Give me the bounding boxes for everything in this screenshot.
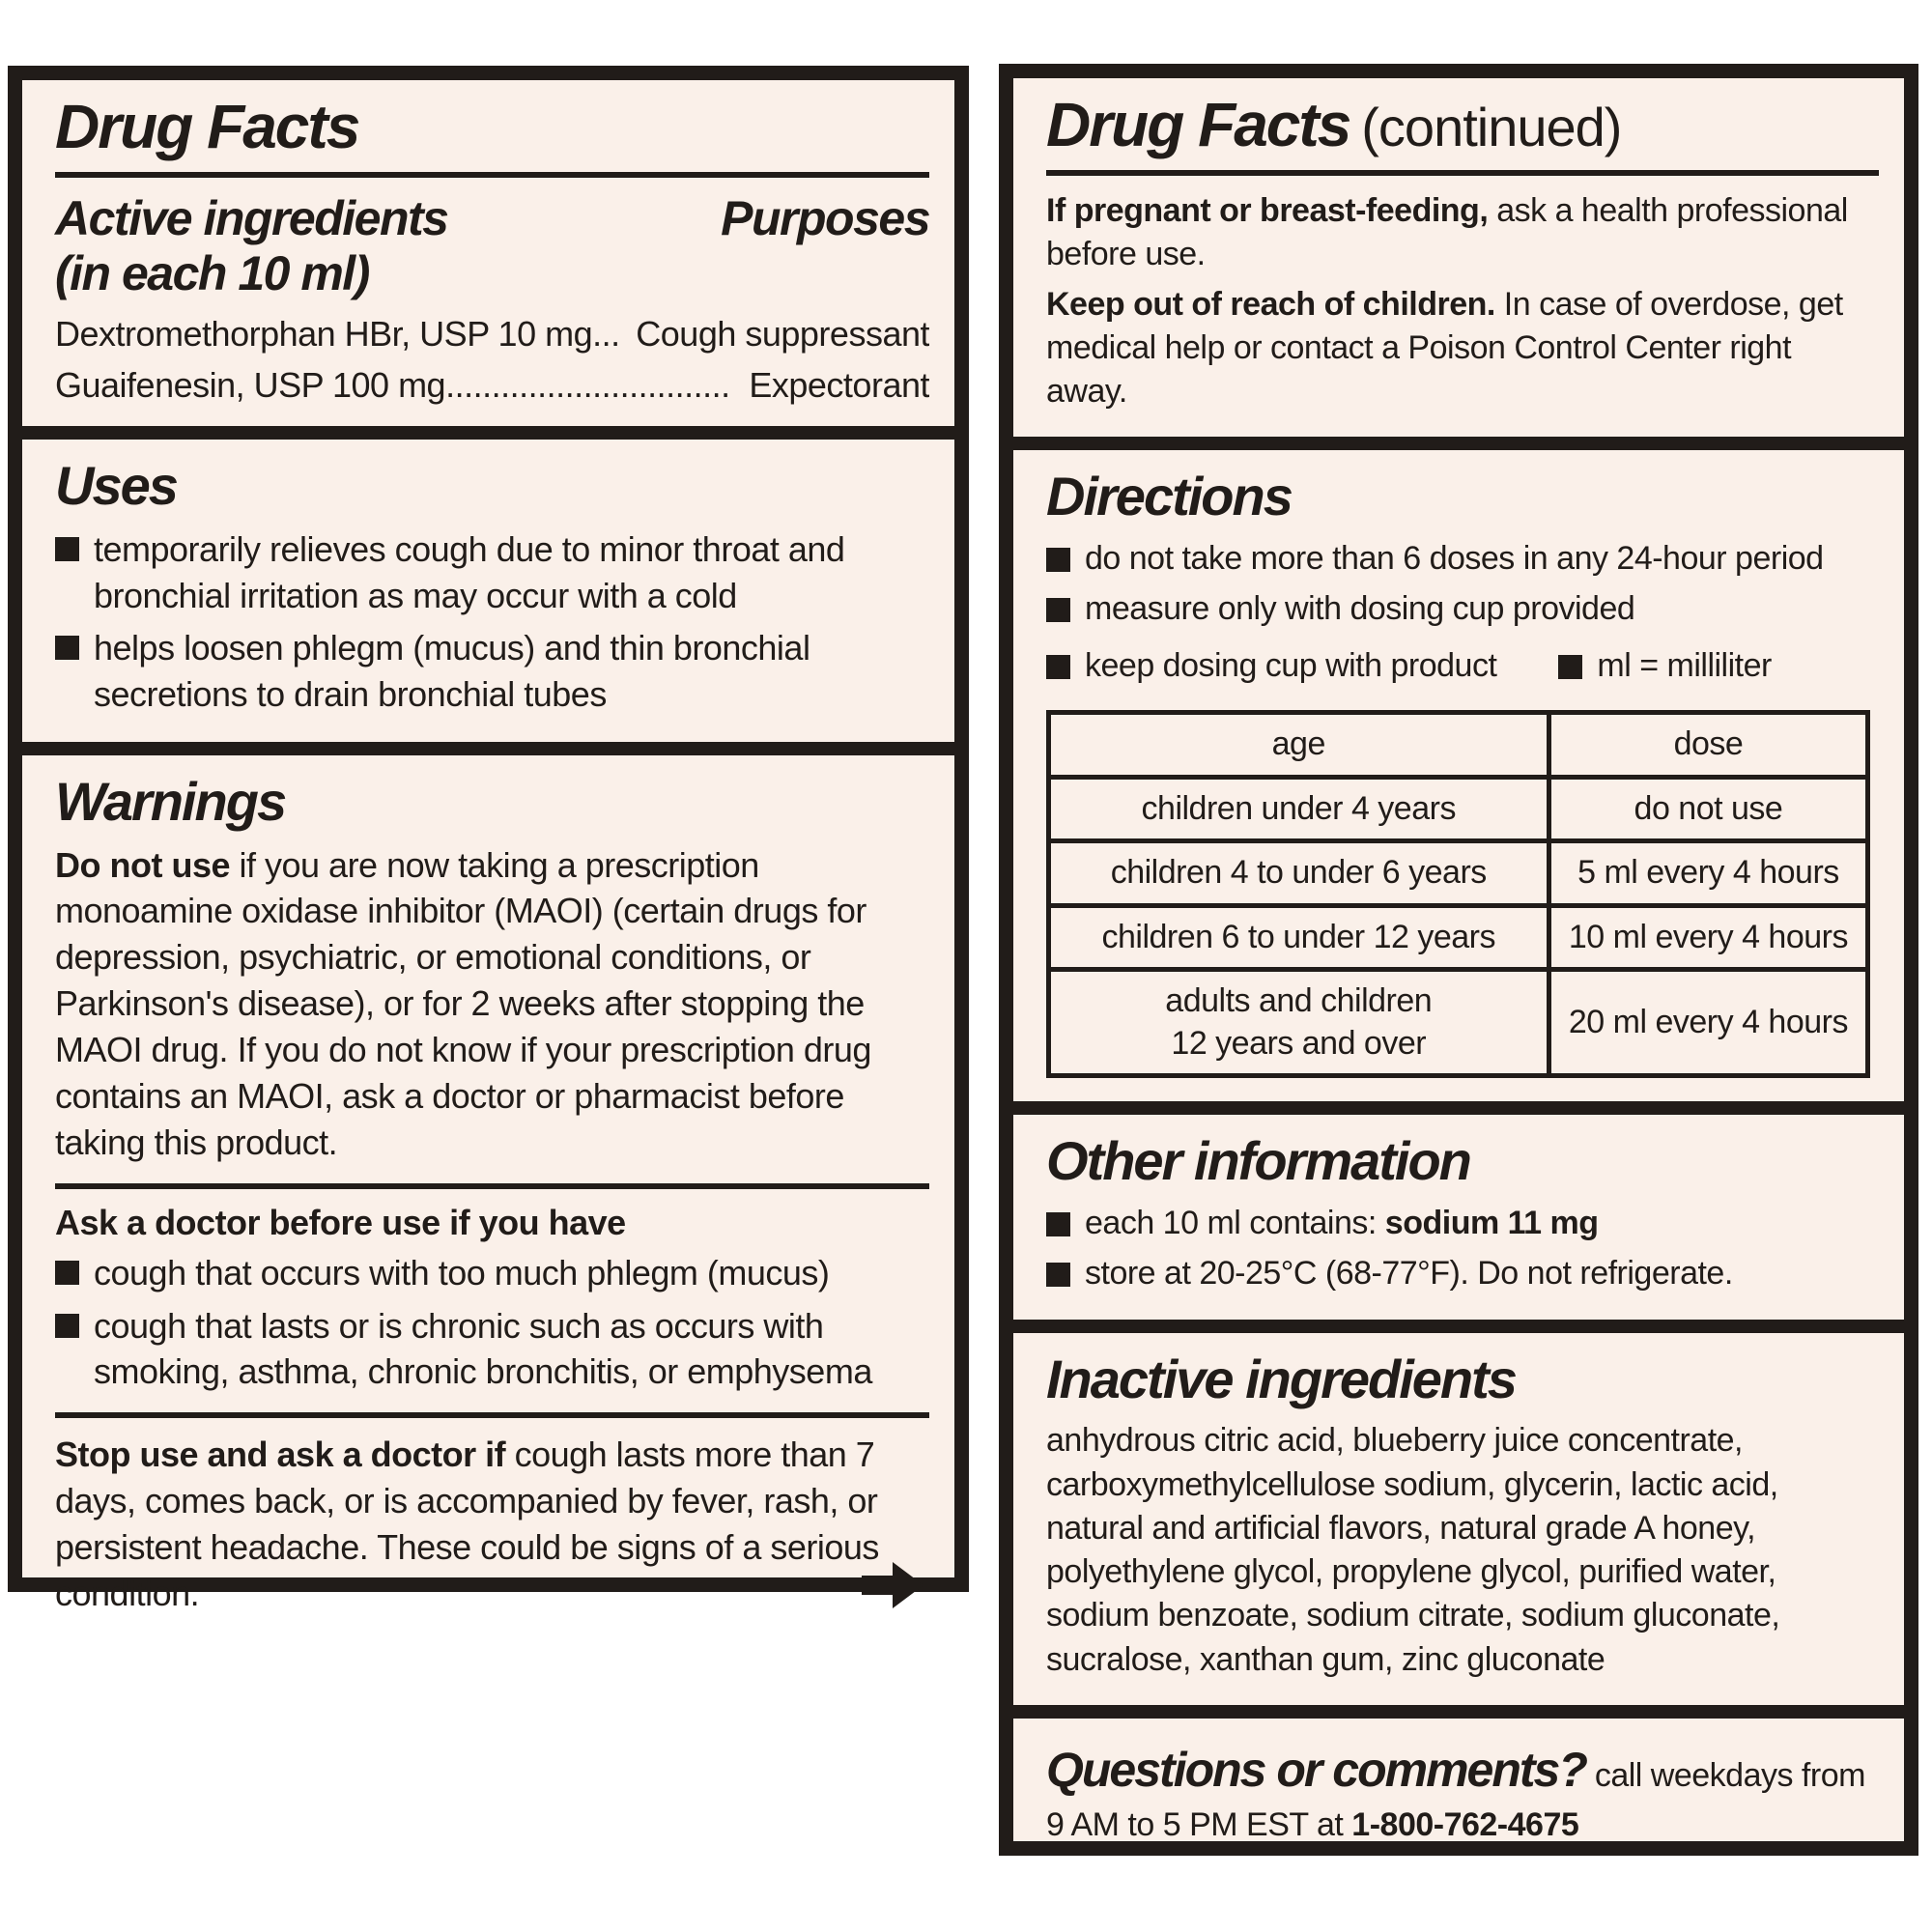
directions-section bbox=[1013, 437, 1904, 1101]
title-divider bbox=[55, 172, 929, 178]
ask-doctor-bullet: cough that lasts or is chronic such as occurs with smoking, asthma, chronic bronchitis, or emphysema bbox=[55, 1303, 929, 1396]
inactive-ingredients-text: anhydrous citric acid, blueberry juice concentrate, carboxymethylcellulose sodium, glycerin, lactic acid, natural and artificial flavors, natural grade A honey, polyethylene glycol, propylene glycol, purified water, sodium benzoate, sodium citrate, sodium gluconate, sucralose, xanthan gum, zinc gluconate bbox=[1046, 1422, 1780, 1678]
do-not-use-paragraph: Do not use if you are now taking a prescription monoamine oxidase inhibitor (MAOI) (certain drugs for depression, psychiatric, or emotional conditions, or Parkinson's disease), or for 2 weeks after stopping the MAOI drug. If you do not know if your prescription drug contains an MAOI, ask a doctor or pharmacist before taking this product. bbox=[55, 844, 871, 1162]
purposes-heading: Purposes bbox=[721, 191, 929, 246]
ingredient-purpose: Cough suppressant bbox=[636, 314, 929, 355]
drug-facts-continued-title: Drug Facts (continued) bbox=[1046, 90, 1622, 159]
bullet-square-icon bbox=[1046, 655, 1070, 679]
dose-cell: 5 ml every 4 hours bbox=[1548, 841, 1868, 906]
directions-bullet: measure only with dosing cup provided bbox=[1046, 587, 1879, 631]
bullet-square-icon bbox=[1558, 655, 1582, 679]
directions-bullet: keep dosing cup with product bbox=[1046, 644, 1496, 688]
dosing-table bbox=[1046, 710, 1870, 1078]
questions-line2: 9 AM to 5 PM EST at 1-800-762-4675 bbox=[1046, 1806, 1579, 1844]
ingredient-purpose: Expectorant bbox=[749, 364, 929, 405]
ask-doctor-heading: Ask a doctor before use if you have bbox=[55, 1202, 626, 1242]
bullet-square-icon bbox=[1046, 598, 1070, 622]
directions-bullet-row bbox=[1046, 638, 1879, 695]
dose-cell: do not use bbox=[1548, 777, 1868, 841]
bullet-square-icon bbox=[55, 1314, 79, 1338]
warnings-divider bbox=[55, 1183, 929, 1189]
inactive-ingredients-heading: Inactive ingredients bbox=[1046, 1349, 1516, 1410]
directions-heading: Directions bbox=[1046, 466, 1292, 527]
dose-cell: 10 ml every 4 hours bbox=[1548, 905, 1868, 970]
other-information-section bbox=[1013, 1101, 1904, 1320]
table-header-dose: dose bbox=[1548, 713, 1868, 778]
age-cell: children 6 to under 12 years bbox=[1049, 905, 1549, 970]
phone-number: 1-800-762-4675 bbox=[1351, 1806, 1579, 1844]
bullet-square-icon bbox=[55, 537, 79, 561]
bullet-square-icon bbox=[55, 636, 79, 660]
uses-section bbox=[22, 426, 954, 742]
pregnancy-warning: If pregnant or breast-feeding, ask a health professional before use. bbox=[1046, 192, 1848, 273]
title-divider bbox=[1046, 170, 1879, 176]
warnings-heading: Warnings bbox=[55, 771, 286, 833]
dose-cell: 20 ml every 4 hours bbox=[1548, 970, 1868, 1076]
title-section bbox=[22, 80, 954, 426]
ask-doctor-bullet: cough that occurs with too much phlegm (mucus) bbox=[55, 1250, 929, 1296]
active-ingredients-header bbox=[55, 191, 929, 301]
uses-heading: Uses bbox=[55, 455, 177, 517]
sodium-bullet: each 10 ml contains: sodium 11 mg bbox=[1046, 1202, 1879, 1245]
ml-note-bullet: ml = milliliter bbox=[1558, 644, 1771, 688]
drug-facts-title: Drug Facts bbox=[55, 92, 359, 161]
other-information-heading: Other information bbox=[1046, 1130, 1470, 1192]
active-ingredients-heading: Active ingredients (in each 10 ml) bbox=[55, 191, 448, 301]
dot-leader: ............................... bbox=[445, 364, 730, 405]
table-header-age: age bbox=[1049, 713, 1549, 778]
age-cell: children 4 to under 6 years bbox=[1049, 841, 1549, 906]
table-row bbox=[1049, 777, 1868, 841]
dot-leader: ... bbox=[592, 314, 620, 355]
storage-bullet: store at 20-25°C (68-77°F). Do not refrigerate. bbox=[1046, 1252, 1879, 1295]
ingredient-name: Dextromethorphan HBr, USP 10 mg bbox=[55, 314, 593, 355]
continued-arrow-icon bbox=[862, 1560, 925, 1619]
inactive-ingredients-section bbox=[1013, 1320, 1904, 1705]
sodium-amount: sodium 11 mg bbox=[1384, 1204, 1599, 1241]
stop-use-paragraph: Stop use and ask a doctor if cough lasts more than 7 days, comes back, or is accompanied by fever, rash, or persistent headache. These could be signs of a serious condition. bbox=[55, 1435, 879, 1613]
uses-bullet: temporarily relieves cough due to minor throat and bronchial irritation as may occur with a cold bbox=[55, 526, 929, 619]
questions-section bbox=[1013, 1705, 1904, 1871]
uses-bullet: helps loosen phlegm (mucus) and thin bronchial secretions to drain bronchial tubes bbox=[55, 625, 929, 718]
table-row bbox=[1049, 970, 1868, 1076]
age-cell: children under 4 years bbox=[1049, 777, 1549, 841]
warnings-divider bbox=[55, 1412, 929, 1418]
drug-facts-panel-right bbox=[999, 64, 1918, 1856]
age-cell: adults and children 12 years and over bbox=[1049, 970, 1549, 1076]
bullet-square-icon bbox=[55, 1261, 79, 1285]
bullet-square-icon bbox=[1046, 548, 1070, 572]
ingredient-name: Guaifenesin, USP 100 mg bbox=[55, 364, 446, 405]
warnings-section bbox=[22, 742, 954, 1640]
continued-title-section bbox=[1013, 78, 1904, 437]
table-row bbox=[1049, 841, 1868, 906]
directions-bullet: do not take more than 6 doses in any 24-hour period bbox=[1046, 537, 1879, 581]
drug-facts-panel-left bbox=[8, 66, 969, 1613]
keep-out-of-reach-warning: Keep out of reach of children. In case of overdose, get medical help or contact a Poison Control Center right away. bbox=[1046, 285, 1843, 410]
table-row bbox=[1049, 905, 1868, 970]
questions-heading: Questions or comments? bbox=[1046, 1742, 1586, 1797]
active-ingredient-row bbox=[55, 362, 929, 410]
bullet-square-icon bbox=[1046, 1263, 1070, 1287]
table-header-row bbox=[1049, 713, 1868, 778]
questions-paragraph: Questions or comments? call weekdays from 9 AM to 5 PM EST at 1-800-762-4675 bbox=[1046, 1738, 1879, 1848]
continued-suffix: (continued) bbox=[1361, 97, 1622, 157]
active-ingredient-row bbox=[55, 311, 929, 358]
bullet-square-icon bbox=[1046, 1212, 1070, 1236]
